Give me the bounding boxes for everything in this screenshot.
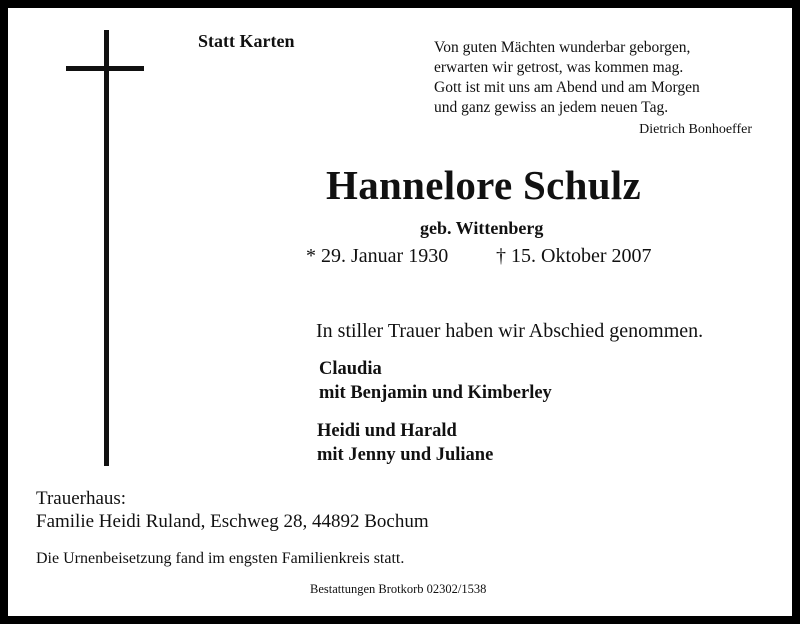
cross-vertical-bar xyxy=(104,30,109,466)
death-date: † 15. Oktober 2007 xyxy=(496,245,652,267)
trauerhaus-label: Trauerhaus: xyxy=(36,488,127,509)
burial-notice: Die Urnenbeisetzung fand im engsten Familienkreis statt. xyxy=(36,550,405,567)
obituary-card xyxy=(8,8,792,616)
poem-author: Dietrich Bonhoeffer xyxy=(639,122,752,137)
family-line: mit Jenny und Juliane xyxy=(317,445,494,465)
poem-line: und ganz gewiss an jedem neuen Tag. xyxy=(434,99,669,116)
funeral-home-credit: Bestattungen Brotkorb 02302/1538 xyxy=(310,582,487,596)
cross-horizontal-bar xyxy=(66,66,144,71)
poem-line: erwarten wir getrost, was kommen mag. xyxy=(434,59,684,76)
poem-block xyxy=(434,38,700,118)
trauerhaus-address: Familie Heidi Ruland, Eschweg 28, 44892 Bochum xyxy=(36,511,429,532)
born-name: geb. Wittenberg xyxy=(420,218,544,238)
deceased-name: Hannelore Schulz xyxy=(326,162,641,208)
family-line: Claudia xyxy=(319,359,382,379)
family-line: mit Benjamin und Kimberley xyxy=(319,383,552,403)
birth-date: * 29. Januar 1930 xyxy=(306,245,449,267)
poem-line: Gott ist mit uns am Abend und am Morgen xyxy=(434,79,700,96)
family-group xyxy=(317,419,493,467)
poem-line: Von guten Mächten wunderbar geborgen, xyxy=(434,39,691,56)
mourning-text: In stiller Trauer haben wir Abschied genommen. xyxy=(316,320,704,342)
family-line: Heidi und Harald xyxy=(317,421,457,441)
family-group xyxy=(319,357,552,405)
statt-karten-heading: Statt Karten xyxy=(198,31,295,51)
